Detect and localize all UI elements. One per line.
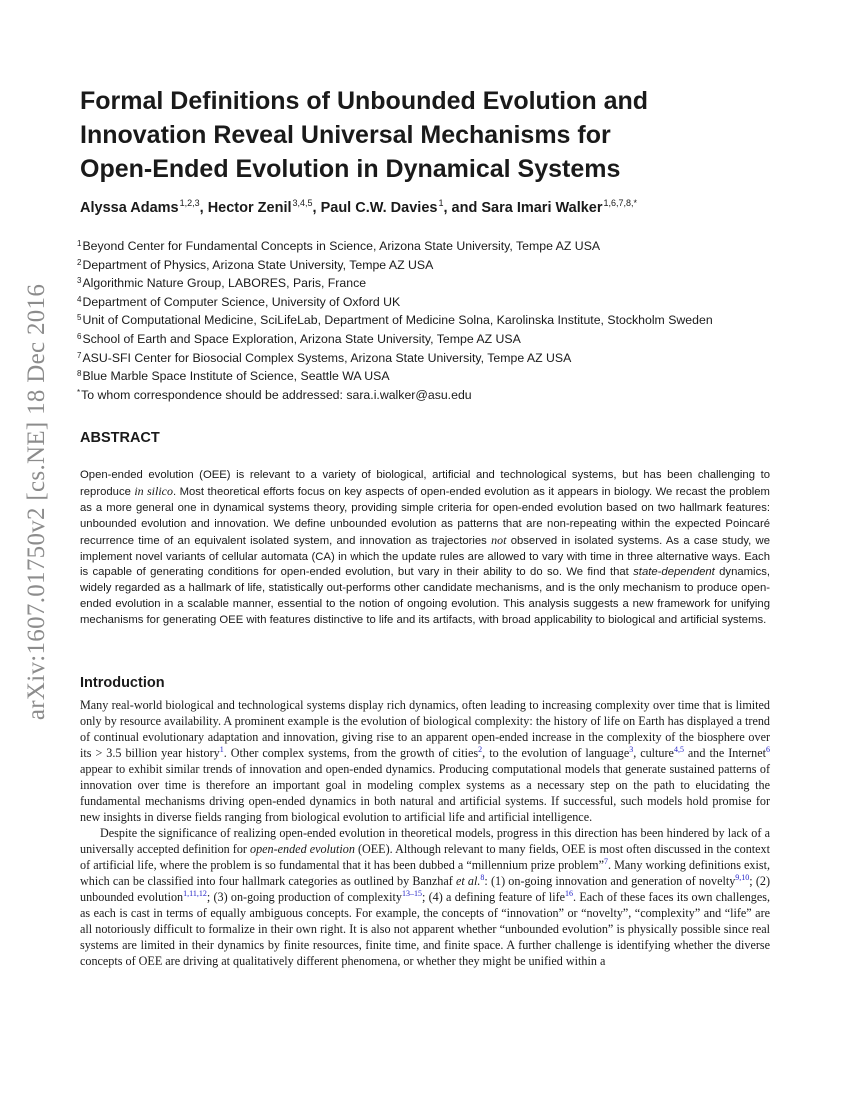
affiliation	[77, 292, 777, 311]
abstract-text: dynamics, widely regarded as a hallmark of life, statistically out-performs other candidate mechanisms, and is the only mechanism to produce open-ended evolution in a scalable manner, essential to the notion of ongoing evolution. This analysis suggests a new framework for unifying mechanisms for generating OEE with features distinctive to life and its artifacts, with broad applicability to biological and artificial systems.	[80, 566, 770, 627]
author-name: Paul C.W. Davies	[320, 200, 438, 216]
affiliation-number: 2	[77, 257, 82, 267]
citation-link[interactable]: 16	[565, 889, 574, 898]
citation-link[interactable]: 7	[603, 857, 608, 866]
title-line: Formal Definitions of Unbounded Evolution and	[80, 87, 649, 115]
paragraph-text: ; (3) on-going production of complexity	[206, 890, 402, 904]
abstract-text: observed in isolated systems. As a case study, we implement novel variants of cellular automata (CA) in which the update rules are allowed to vary with time in three alternative ways. Each is capable of generating conditions for open-ended evolution, but vary in their ability to do so. We find that	[80, 534, 770, 579]
citation-link[interactable]: 6	[766, 745, 771, 754]
affiliation-number: 4	[77, 294, 82, 304]
paragraph-emphasis: et al.	[455, 874, 481, 888]
author-name: Sara Imari Walker	[481, 200, 603, 216]
affiliation-text: Beyond Center for Fundamental Concepts in Science, Arizona State University, Tempe AZ USA	[82, 239, 601, 253]
affiliation	[77, 255, 777, 274]
paragraph-text: : (1) on-going innovation and generation of novelty	[484, 874, 736, 888]
paragraph	[80, 697, 770, 825]
paragraph-text: . Each of these faces its own challenges, as each is cast in terms of equally ambiguous concepts. For example, the concepts of “innovation” or “novelty”, “complexity” and “life” are all notoriously difficult to formalize in their own right. It is also not apparent whether “unbounded evolution” is physically possible since real systems are limited in their dynamics by finite resources, finite time, and finite space. A further challenge is identifying whether the diverse concepts of OEE are driving at qualitatively different phenomena, or whether they might be unified within a	[80, 890, 770, 968]
author-affiliation-marks: 3,4,5	[292, 198, 313, 208]
citation-link[interactable]: 1,11,12	[183, 889, 207, 898]
abstract-text: . Most theoretical efforts focus on key aspects of open-ended evolution as it appears in biology. We recast the problem as a more general one in dynamical systems theory, providing simple criteria for open-ended evolution based on two hallmark features: unbounded evolution and innovation. We define unbounded evolution as patterns that are non-repeating within the expected Poincaré recurrence time of an equivalent isolated system, and innovation as trajectories	[80, 485, 770, 547]
introduction-body	[80, 697, 770, 969]
section-heading-introduction: Introduction	[80, 675, 165, 691]
citation-link[interactable]: 1	[219, 745, 224, 754]
paragraph-text: and the Internet	[683, 746, 767, 760]
affiliation-number: 8	[77, 369, 82, 379]
citation-link[interactable]: 4,5	[673, 745, 684, 754]
paragraph-text: ; (2) unbounded evolution	[80, 874, 770, 904]
correspondence-note	[77, 385, 777, 404]
paragraph-text: . Many working definitions exist, which can be classified into four hallmark categories as outlined by Banzhaf	[80, 858, 771, 888]
affiliation	[77, 329, 777, 348]
affiliation-text: Department of Computer Science, University of Oxford UK	[82, 294, 401, 309]
citation-link[interactable]: 9,10	[735, 873, 750, 882]
affiliation-list	[77, 236, 777, 403]
affiliation-number: 1	[77, 239, 82, 248]
paragraph-text: appear to exhibit similar trends of innovation and open-ended dynamics. Producing computational models that generate sustained patterns of innovation over time is therefore an important goal in modeling complex systems as a necessary step on the path to elucidating the fundamental mechanisms driving open-ended dynamics in both natural and artificial systems. If successful, such models hold promise for new insights in diverse fields ranging from biological evolution to artificial life and artificial intelligence.	[80, 762, 770, 824]
affiliation-number: 7	[77, 350, 82, 360]
paper-title	[80, 84, 780, 186]
affiliation-text: Unit of Computational Medicine, SciLifeLab, Department of Medicine Solna, Karolinska Institute, Stockholm Sweden	[82, 313, 713, 328]
citation-link[interactable]: 8	[480, 873, 485, 882]
author-affiliation-marks: 1,6,7,8,*	[603, 198, 638, 208]
affiliation-number: *	[77, 387, 81, 397]
author-affiliation-marks: 1,2,3	[179, 198, 200, 208]
author-affiliation-marks: 1	[438, 198, 444, 208]
affiliation-text: ASU-SFI Center for Biosocial Complex Systems, Arizona State University, Tempe AZ USA	[82, 350, 572, 365]
paragraph-text: , culture	[633, 746, 674, 760]
paragraph-text: ; (4) a defining feature of life	[421, 890, 566, 904]
author-separator: ,	[312, 200, 321, 216]
affiliation-text: Algorithmic Nature Group, LABORES, Paris, France	[82, 276, 367, 291]
author-list	[80, 198, 800, 216]
affiliation	[77, 348, 777, 367]
author-name: Alyssa Adams	[80, 200, 179, 216]
paragraph	[80, 825, 770, 969]
affiliation-text: Department of Physics, Arizona State University, Tempe AZ USA	[82, 257, 434, 272]
abstract-text: Open-ended evolution (OEE) is relevant to a variety of biological, artificial and technological systems, but has been challenging to reproduce	[80, 469, 770, 498]
paragraph-text: Many real-world biological and technological systems display rich dynamics, often leading to increasing complexity over time that is limited only by resource availability. A prominent example is the evolution of biological complexity: the history of life on Earth has displayed a trend of continual evolutionary adaptation and innovation, giving rise to an apparent open-ended increase in the complexity of the biosphere over its > 3.5 billion year history	[80, 698, 770, 760]
citation-link[interactable]: 13–15	[401, 889, 422, 898]
abstract-heading: ABSTRACT	[80, 430, 160, 446]
paragraph-text: Despite the significance of realizing open-ended evolution in theoretical models, progress in this direction has been hindered by lack of a universally accepted definition for	[80, 826, 770, 856]
affiliation-text: To whom correspondence should be addressed: sara.i.walker@asu.edu	[81, 387, 472, 402]
affiliation-number: 6	[77, 331, 82, 341]
paragraph-text: , to the evolution of language	[482, 746, 630, 760]
affiliation-number: 5	[77, 313, 82, 323]
arxiv-identifier: arXiv:1607.01750v2 [cs.NE] 18 Dec 2016	[23, 283, 50, 721]
affiliation	[77, 273, 777, 292]
author-separator: ,	[199, 200, 208, 216]
affiliation-text: School of Earth and Space Exploration, Arizona State University, Tempe AZ USA	[82, 331, 521, 346]
abstract-emphasis: state-dependent	[633, 566, 715, 579]
title-line: Open-Ended Evolution in Dynamical Systems	[80, 155, 621, 183]
abstract-emphasis: not	[491, 532, 507, 547]
abstract-emphasis: in silico	[134, 483, 173, 498]
affiliation-number: 3	[77, 276, 82, 286]
affiliation	[77, 310, 777, 329]
author-separator: , and	[443, 200, 482, 216]
affiliation	[77, 236, 777, 255]
paragraph-text: (OEE). Although relevant to many fields, OEE is most often discussed in the context of artificial life, where the problem is so fundamental that it has been dubbed a “millennium prize problem”	[80, 842, 770, 872]
citation-link[interactable]: 2	[478, 745, 483, 754]
affiliation-text: Blue Marble Space Institute of Science, Seattle WA USA	[82, 369, 390, 384]
affiliation	[77, 366, 777, 385]
paragraph-emphasis: open-ended evolution	[250, 842, 355, 856]
title-line: Innovation Reveal Universal Mechanisms for	[80, 121, 611, 149]
author-name: Hector Zenil	[207, 200, 292, 216]
abstract-body	[80, 468, 770, 629]
citation-link[interactable]: 3	[629, 745, 634, 754]
paragraph-text: . Other complex systems, from the growth of cities	[223, 746, 479, 760]
